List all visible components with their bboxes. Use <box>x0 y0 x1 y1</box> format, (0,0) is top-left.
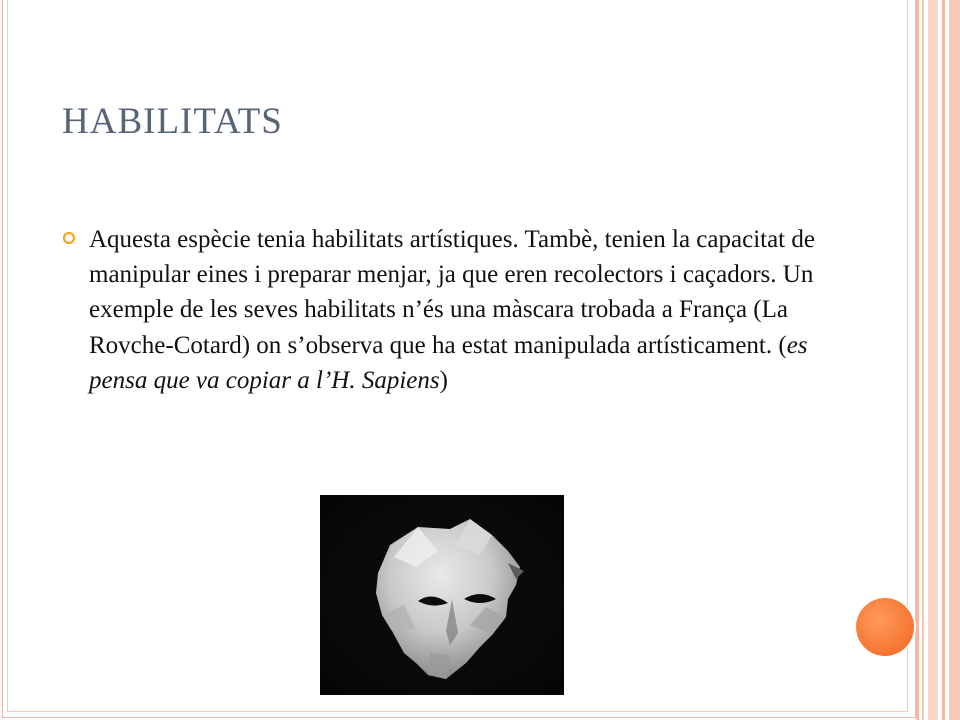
bullet-text <box>89 222 824 398</box>
decorative-stripes <box>916 0 960 720</box>
decorative-circle-icon <box>856 598 914 656</box>
bullet-text-main: Aquesta espècie tenia habilitats artístiques. Tambè, tenien la capacitat de manipular eines i preparar menjar, ja que eren recolectors i caçadors. Un exemple de les seves habilitats n’és una màscara trobada a França (La Rovche-Cotard) on s’observa que ha estat manipulada artísticament. ( <box>89 226 815 359</box>
stone-mask-photo <box>320 495 564 695</box>
stripe <box>916 0 919 720</box>
stripe <box>949 0 960 720</box>
ring-bullet-icon <box>62 231 76 245</box>
bullet-text-end: ) <box>439 366 448 394</box>
slide-title: HABILITATS <box>62 101 283 142</box>
bullet-text-italic: es pensa que va copiar a l’H. Sapiens <box>89 331 808 394</box>
stripe <box>922 0 924 720</box>
stripe <box>928 0 938 720</box>
stone-mask-image <box>320 495 564 695</box>
stripe <box>942 0 945 720</box>
